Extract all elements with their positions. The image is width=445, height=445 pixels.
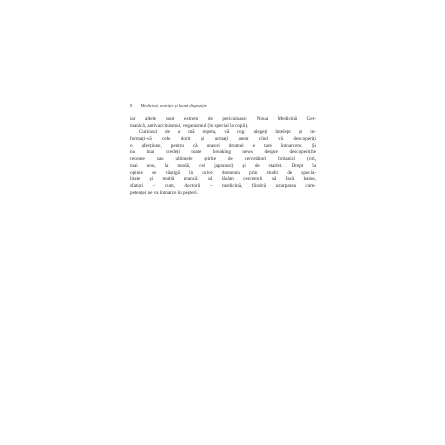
page-header bbox=[130, 103, 207, 109]
text-line: formați-vă cele dorit și urmați atent cînd vă descoperiți bbox=[130, 136, 316, 143]
text-line: petenței ne va întoarce în peșteri. bbox=[130, 189, 198, 196]
body-text bbox=[130, 116, 316, 196]
text-line: o afecțiune, pentru că uneori drumul e tare întoarcere. Și bbox=[130, 142, 316, 149]
text-line: sfaturi – cum, doctorii – medicină, fiindcă uzurparea com- bbox=[130, 182, 316, 189]
text-line: iar altele sunt extrem de periculoase: Noua Medicină Ger- bbox=[130, 116, 316, 122]
running-title: Medicină, nutriție și bună dispoziție bbox=[140, 103, 207, 108]
text-line: nu mai credeți toate breaking news despre descoperirile bbox=[130, 149, 316, 156]
text-line: mai nou, la modă, cei japonezi) și de starlet. Drept la bbox=[130, 162, 316, 169]
text-line: manică, antivaccinismul, veganismul (în special la copii). bbox=[130, 122, 249, 129]
text-line: recente sau ultimele știrite de cercetători britanici (ori, bbox=[130, 156, 316, 163]
text-line: Curiozul de a mă repeta, vă rog: alegeți întelept și in- bbox=[139, 129, 316, 136]
page-number: 8 bbox=[130, 103, 133, 108]
text-line: litate și multă muncă: să lăsăm cercetorii să facă baine, bbox=[130, 176, 316, 183]
text-line: opinie se câștigă în orice domeniu prin studii de specia- bbox=[130, 169, 316, 176]
